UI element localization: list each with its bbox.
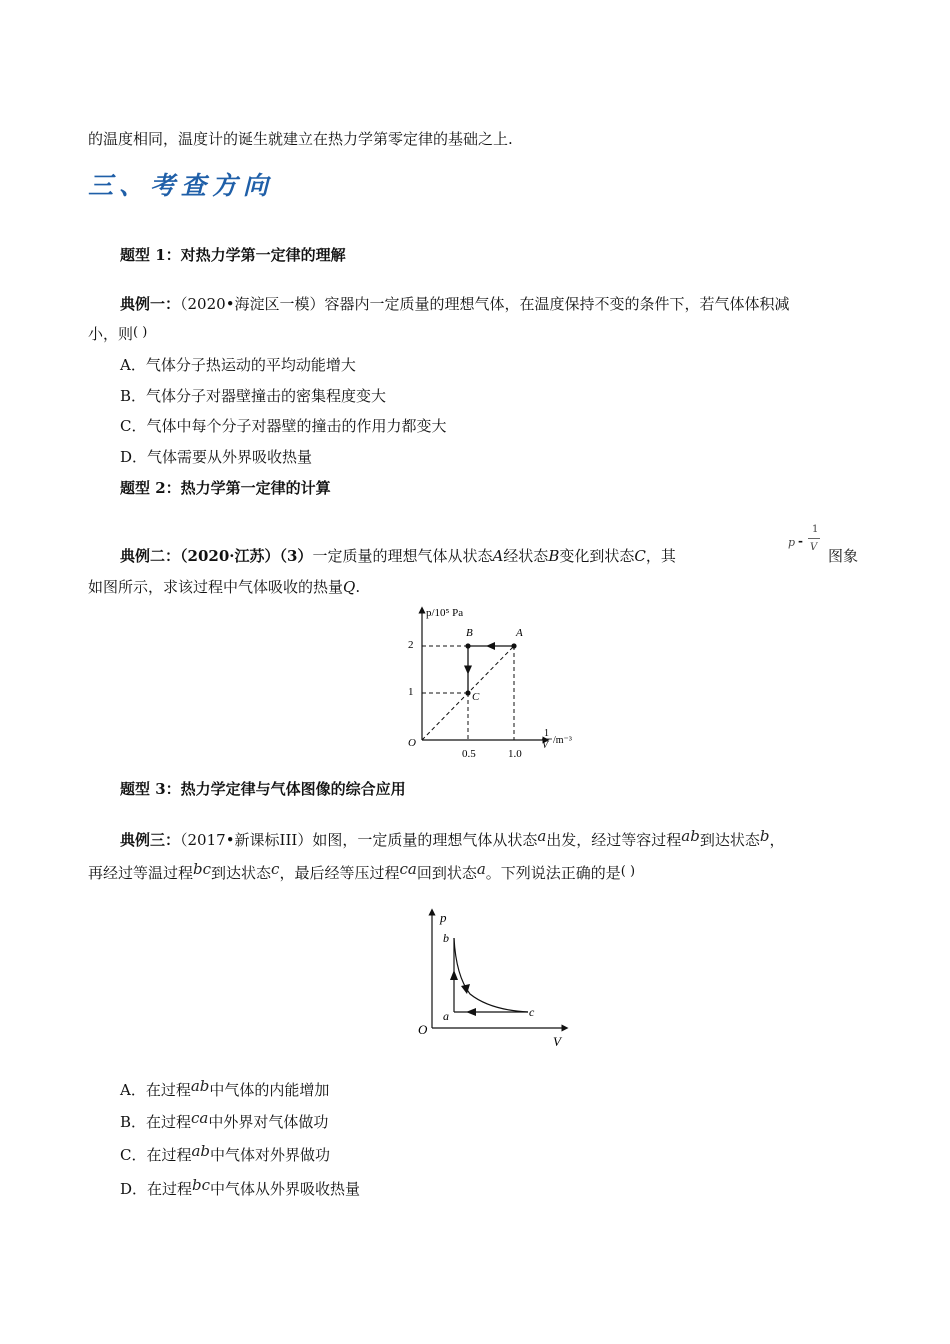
example1-option-c: C．气体中每个分子对器壁的撞击的作用力都变大 [120,417,447,435]
example3-option-b [120,1111,328,1132]
point-a [511,643,516,648]
example3-paren: ( ) [620,864,636,879]
example2-stem-b: 经状态 [503,547,549,565]
example3-l1-a: （2017•新课标III）如图，一定质量的理想气体从状态 [180,831,538,849]
arrow-ab [450,970,458,980]
point-c [465,690,470,695]
state-a: A [492,547,504,565]
example3-l1-c: 到达状态 [699,831,760,849]
type2-stem-line2 [88,576,360,597]
example3-l2-e: 。下列说法正确的是 [485,864,621,882]
section-title: 三、考查方向 [88,171,275,200]
option-a-sym: ab [190,1077,210,1095]
sym-b-1: b [759,827,770,845]
arrow-ca [466,1008,476,1016]
x-frac-den: V [542,740,549,751]
point-label-b: B [466,627,473,639]
option-b-sym: ca [191,1109,209,1127]
p-axis-label: p [440,910,447,925]
state-b: B [548,547,560,565]
arrow-b-to-c [464,666,472,675]
p-v-inverse-graph [396,600,586,762]
option-a-rest: 中气体的内能增加 [209,1081,330,1099]
option-d-sym: bc [192,1176,211,1194]
point-label-c: C [472,691,480,703]
example3-l1-b: 出发，经过等容过程 [546,831,682,849]
type2-stem-line1 [120,545,676,566]
sym-ca-1: ca [399,860,417,878]
frac-den: V [810,542,818,553]
example3-l2-d: 回到状态 [416,864,477,882]
example2-source: （2020·江苏）（3） [180,547,313,565]
example3-label: 典例三： [120,831,181,849]
cycle-origin-label: O [418,1022,428,1037]
x-tick-0: 0.5 [462,748,476,760]
y-axis-label: p/10⁵ Pa [426,607,464,619]
sym-bc-1: bc [193,860,212,878]
frac-p: p [788,536,796,549]
example3-l2-c: ，最后经等压过程 [279,864,400,882]
frac-dash: - [798,534,803,548]
type1-title: 题型 1：对热力学第一定律的理解 [120,246,346,264]
example1-option-a: A．气体分子热运动的平均动能增大 [120,356,356,374]
state-c: C [634,547,646,565]
example3-option-c [120,1144,330,1165]
state-label-b: b [443,931,449,945]
symbol-q: Q [343,578,356,596]
y-tick-0: 1 [408,686,414,698]
frac-num: 1 [812,524,819,535]
x-axis-label: /m⁻³ [553,735,572,746]
p-v-cycle-graph [410,906,575,1051]
y-tick-1: 2 [408,639,414,651]
option-c-rest: 中气体对外界做功 [210,1146,331,1164]
type3-stem-line1 [120,829,784,850]
example1-stem1: （2020•海淀区一模）容器内一定质量的理想气体，在温度保持不变的条件下，若气体体积减 [180,295,790,313]
example3-option-a [120,1079,329,1100]
type3-stem-line2 [88,862,635,883]
example2-stem-a: 一定质量的理想气体从状态 [312,547,493,565]
x-tick-1: 1.0 [508,748,522,760]
option-b-prefix: B．在过程 [120,1113,192,1131]
origin-label: O [408,737,416,749]
sym-a-2: a [476,860,486,878]
option-b-rest: 中外界对气体做功 [208,1113,329,1131]
example1-label: 典例一： [120,295,181,313]
example2-stem-line2: 如图所示，求该过程中气体吸收的热量 [88,578,344,596]
type1-stem-line2 [88,323,147,344]
sym-a-1: a [537,827,547,845]
point-b [465,643,470,648]
state-label-c: c [529,1005,535,1019]
type2-title: 题型 2：热力学第一定律的计算 [120,479,331,497]
example3-option-d [120,1178,360,1199]
arrow-a-to-b [486,642,495,650]
v-axis-label: V [553,1034,561,1049]
example2-label: 典例二： [120,547,181,565]
option-c-prefix: C．在过程 [120,1146,192,1164]
example2-stem-e: 图象 [828,547,859,565]
example1-option-b: B．气体分子对器壁撞击的密集程度变大 [120,387,387,405]
example3-l1-d: ， [769,831,785,849]
example3-l2-a: 再经过等温过程 [88,864,194,882]
x-frac-num: 1 [544,728,549,739]
option-a-prefix: A．在过程 [120,1081,191,1099]
process-bc [454,938,528,1012]
option-d-rest: 中气体从外界吸收热量 [210,1180,361,1198]
example1-option-d: D．气体需要从外界吸收热量 [120,448,313,466]
option-c-sym: ab [191,1142,211,1160]
example3-l2-b: 到达状态 [211,864,272,882]
example1-stem2: 小，则 [88,325,134,343]
type1-stem-line1 [120,293,790,314]
example1-paren: ( ) [133,325,148,340]
example2-stem-c: 变化到状态 [559,547,635,565]
sym-c-1: c [271,860,280,878]
state-label-a: a [443,1009,449,1023]
intro-line: 的温度相同，温度计的诞生就建立在热力学第零定律的基础之上. [88,130,513,148]
example2-stem-d: ，其 [645,547,676,565]
p-inverse-v-fraction [788,524,828,564]
example2-period: . [355,578,361,596]
frac-bar [808,538,820,539]
point-label-a: A [516,627,523,639]
option-d-prefix: D．在过程 [120,1180,193,1198]
type3-title: 题型 3：热力学定律与气体图像的综合应用 [120,780,406,798]
sym-ab-1: ab [681,827,700,845]
